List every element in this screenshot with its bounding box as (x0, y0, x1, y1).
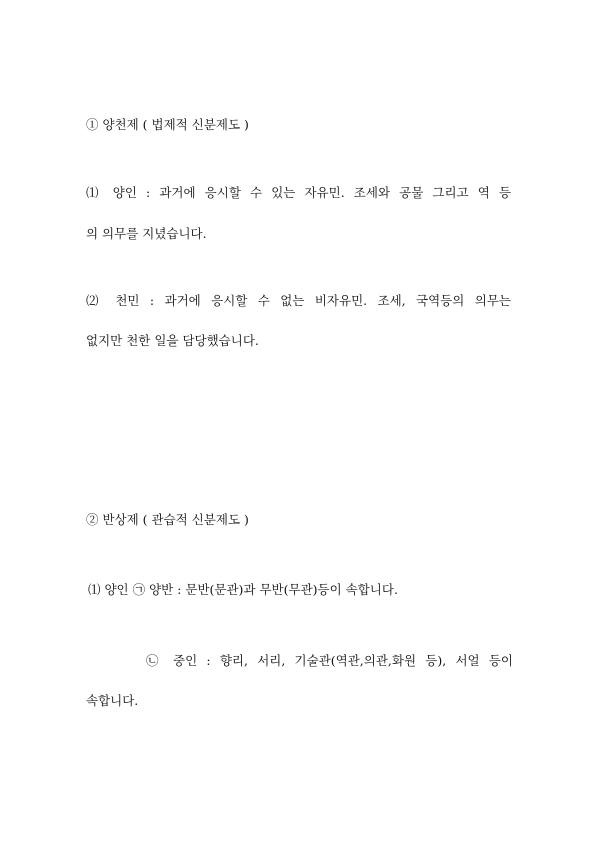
cheonmin-definition-line-1: ⑵ 천민 : 과거에 응시할 수 없는 비자유민. 조세, 국역등의 의무는 (86, 293, 511, 308)
yangin-definition-line-2: 의 의무를 지녔습니다. (86, 226, 207, 241)
section-heading-yangcheonje: ① 양천제 ( 법제적 신분제도 ) (86, 117, 249, 132)
jungin-definition-line-1: ㉡ 중인 : 향리, 서리, 기술관(역관,의관,화원 등), 서얼 등이 (146, 653, 513, 668)
cheonmin-definition-line-2: 없지만 천한 일을 담당했습니다. (86, 333, 259, 348)
jungin-definition-line-2: 속합니다. (86, 693, 139, 708)
yangin-definition-line-1: ⑴ 양인 : 과거에 응시할 수 있는 자유민. 조세와 공물 그리고 역 등 (86, 185, 511, 200)
section-heading-bansangje: ② 반상제 ( 관습적 신분제도 ) (86, 512, 249, 527)
yangban-definition-line: ⑴ 양인 ㉠ 양반 : 문반(문관)과 무반(무관)등이 속합니다. (88, 582, 398, 597)
